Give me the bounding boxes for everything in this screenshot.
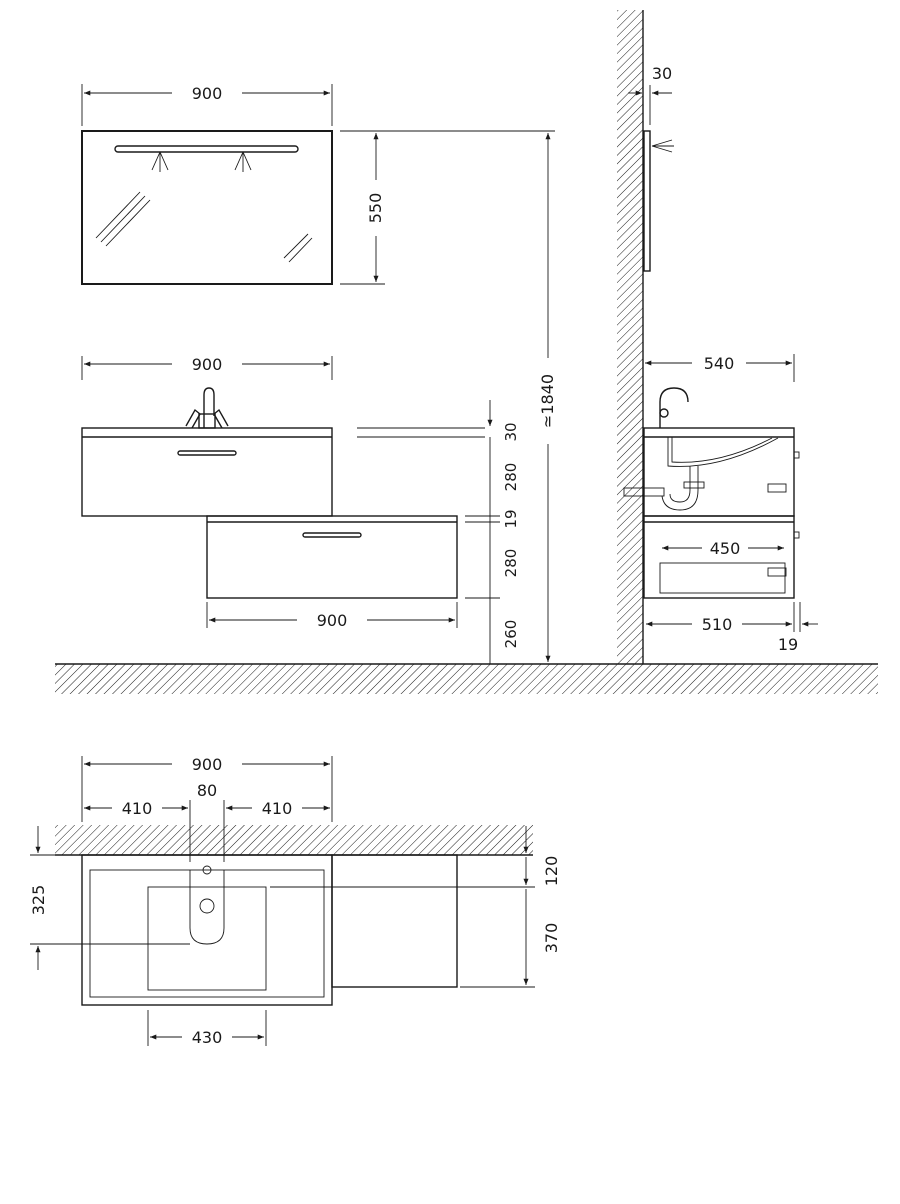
light-rays-icon xyxy=(152,152,251,172)
gap-label: 19 xyxy=(502,509,520,529)
front-thickness-label: 19 xyxy=(777,635,799,654)
lower-unit-plan xyxy=(332,855,457,987)
basin-bowl xyxy=(148,887,266,990)
upper-cabinet xyxy=(82,428,332,516)
reflection-marks xyxy=(96,192,312,262)
upper-width-label: 900 xyxy=(191,355,223,374)
basin-depth-label: 540 xyxy=(703,354,735,373)
mirror-front-view xyxy=(82,84,555,284)
plan-view xyxy=(29,755,561,1047)
basin-top-outline xyxy=(82,855,332,1005)
mirror-depth-label: 30 xyxy=(651,64,673,83)
lower-cabinet xyxy=(207,516,457,598)
mirror-height-label: 550 xyxy=(366,192,385,224)
light-rays-side-icon xyxy=(652,140,674,152)
vanity-front-view xyxy=(82,133,557,664)
tap-spacing-label: 80 xyxy=(196,781,218,800)
upper-drawer-handle xyxy=(178,451,236,455)
plan-basin-width-label: 430 xyxy=(191,1028,223,1047)
plan-basin-depth-label: 370 xyxy=(542,922,561,954)
left-offset-label: 410 xyxy=(121,799,153,818)
mirror-light-bar xyxy=(115,146,298,152)
back-setback-label: 120 xyxy=(542,855,561,887)
floor-clearance-label: 260 xyxy=(502,619,520,649)
lower-drawer-handle xyxy=(303,533,361,537)
floor-hatch xyxy=(55,664,878,694)
tap-from-wall-label: 325 xyxy=(29,884,48,916)
drawer-inner-depth-label: 450 xyxy=(709,539,741,558)
faucet-icon xyxy=(186,388,228,428)
plan-wall-hatch xyxy=(55,825,533,855)
mirror-side-profile xyxy=(644,131,650,271)
tap-hole-icon xyxy=(190,866,224,944)
cabinet-depth-label: 510 xyxy=(701,615,733,634)
right-offset-label: 410 xyxy=(261,799,293,818)
overall-height-label: ≃1840 xyxy=(538,373,557,429)
top-thickness-label: 30 xyxy=(502,422,520,442)
wall-hatch xyxy=(617,10,643,664)
drawer-handle-side xyxy=(768,484,786,492)
side-view xyxy=(617,10,818,664)
lower-width-label: 900 xyxy=(316,611,348,630)
mirror-width-label: 900 xyxy=(191,84,223,103)
plan-total-width-label: 900 xyxy=(191,755,223,774)
lower-drawer-height-label: 280 xyxy=(502,548,520,578)
mirror-outline xyxy=(82,131,332,284)
upper-drawer-height-label: 280 xyxy=(502,462,520,492)
faucet-side-icon xyxy=(660,388,688,428)
basin-rim xyxy=(90,870,324,997)
